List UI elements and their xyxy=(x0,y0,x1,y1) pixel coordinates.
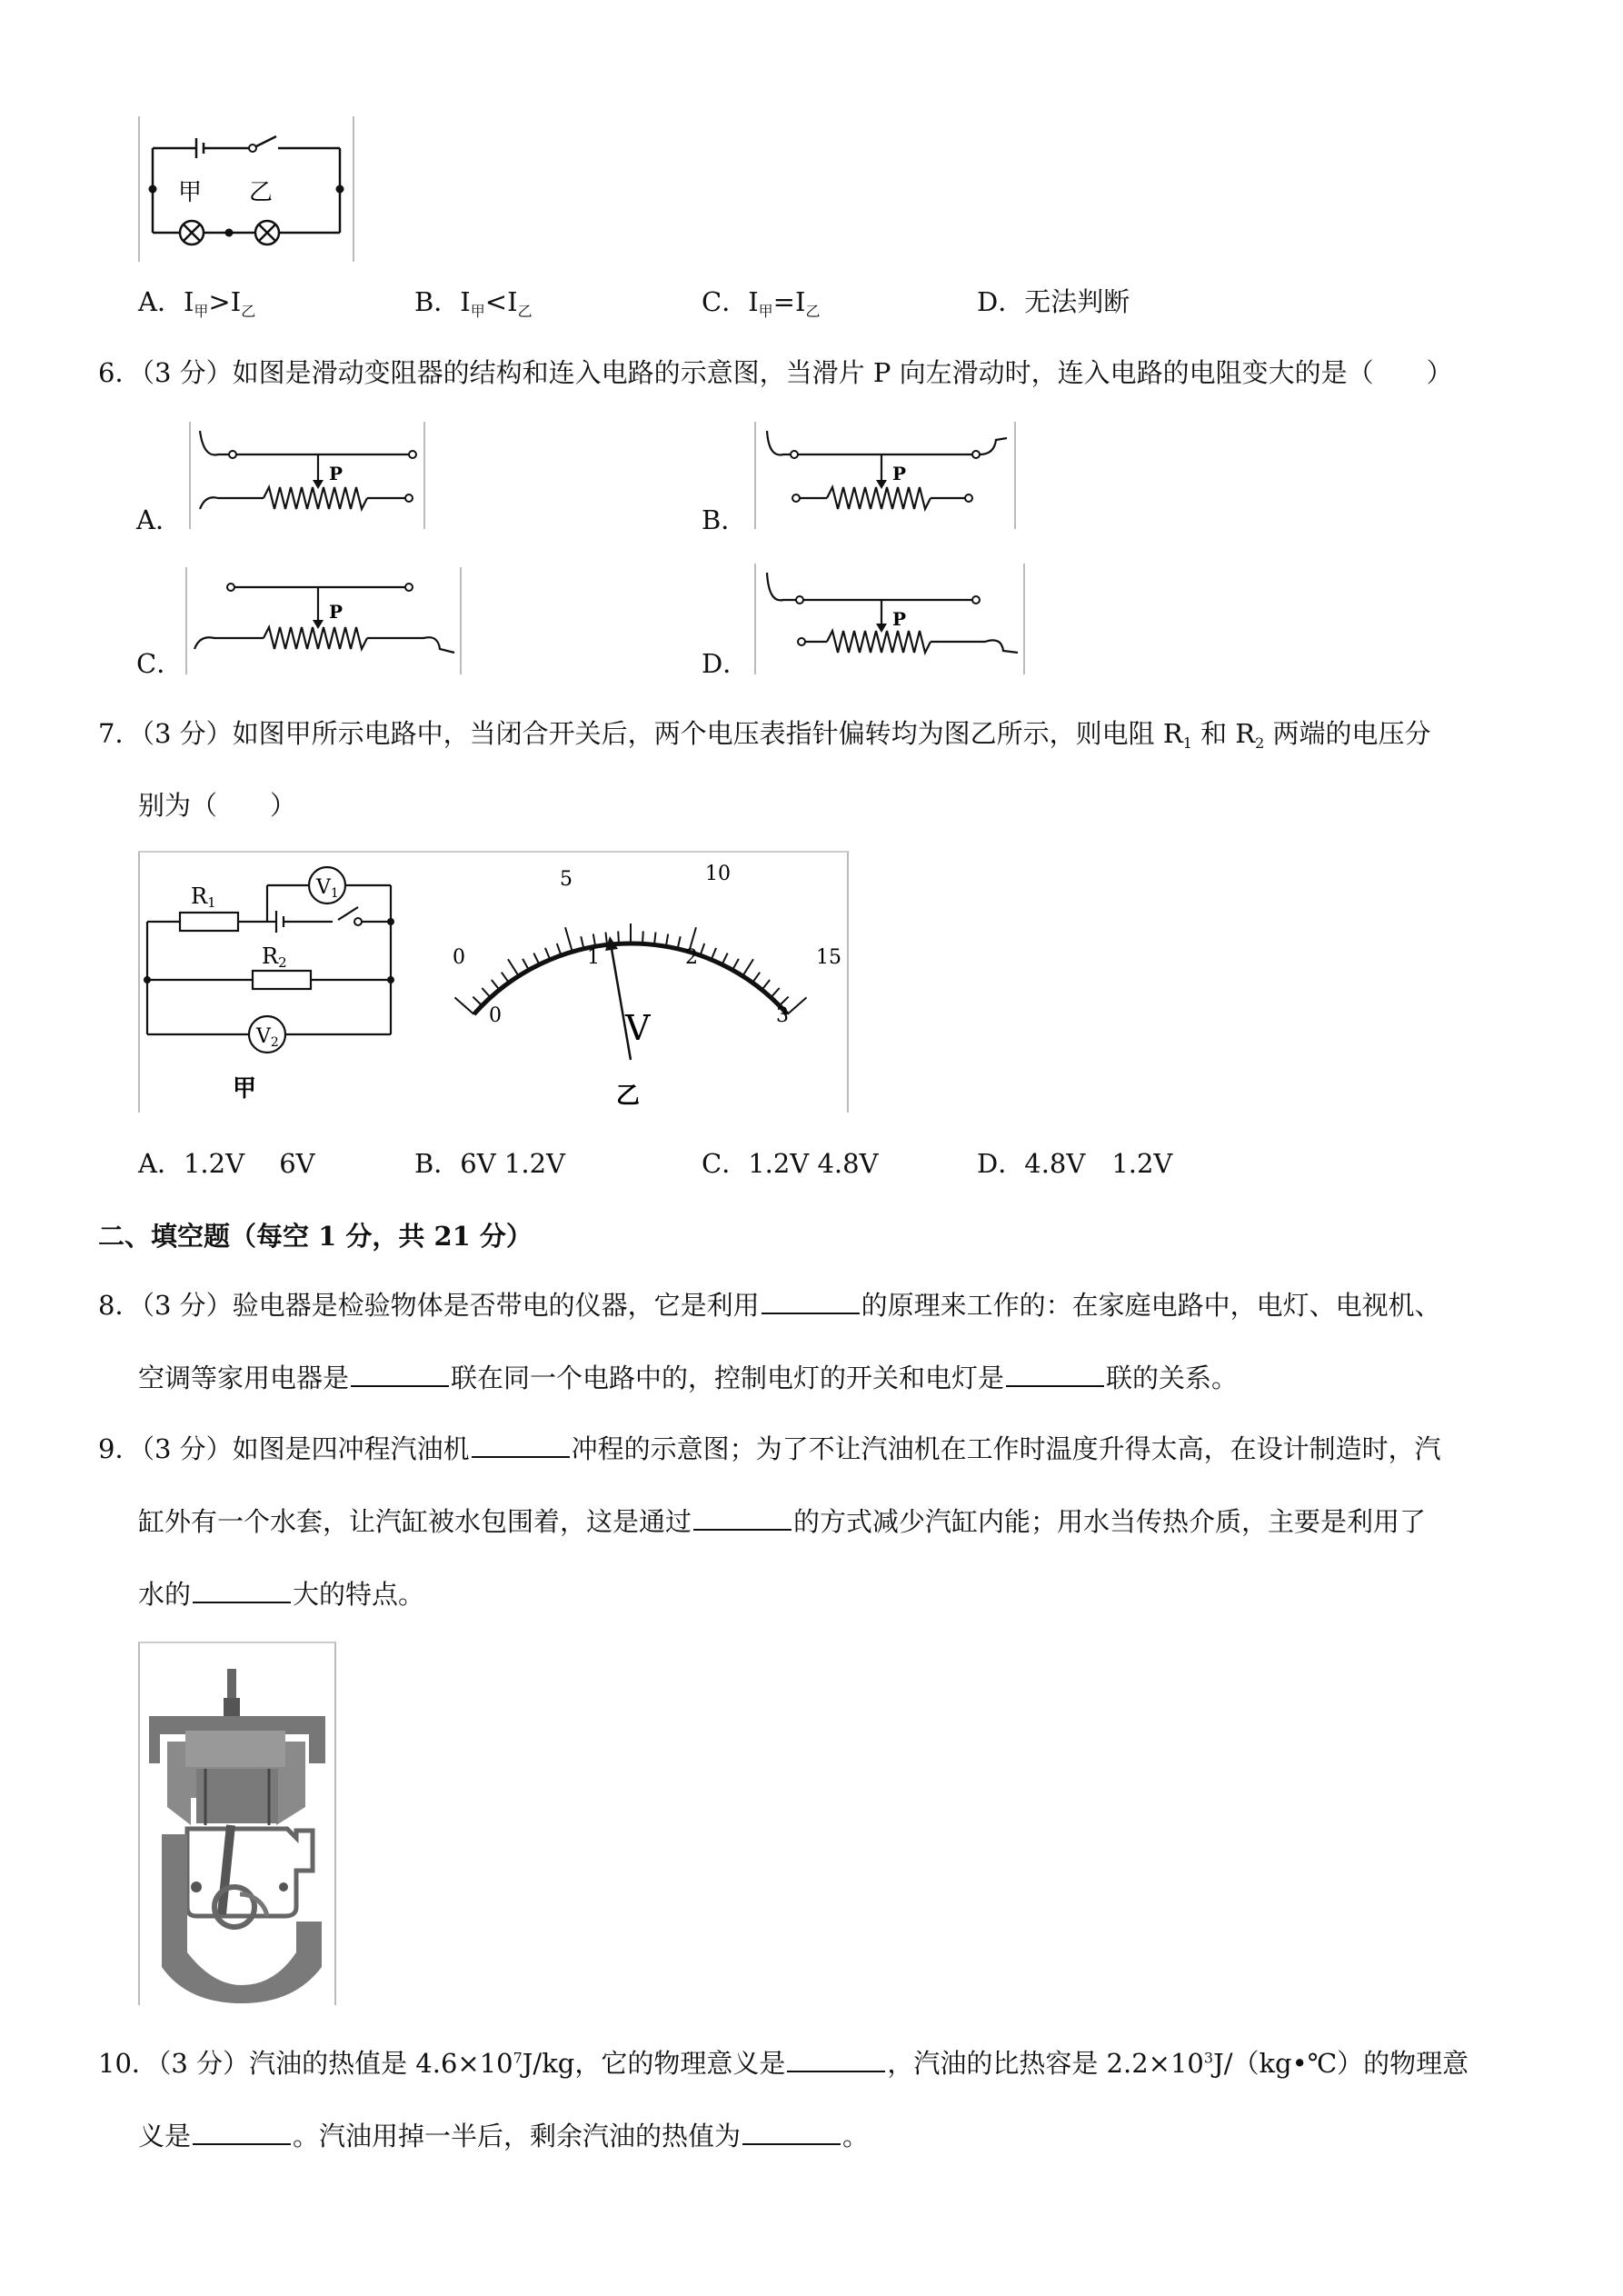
q6-option-c-label: C． xyxy=(136,648,184,679)
q6-rheostat-b-diagram xyxy=(756,422,1014,529)
q7-dial-tick xyxy=(557,943,562,955)
q8-line1 xyxy=(98,1290,1441,1321)
q8-text-d: 联在同一个电路中的，控制电灯的开关和电灯是 xyxy=(451,1363,1005,1393)
q6-c-slider-label: P xyxy=(329,601,344,623)
q7-v1-label: V1 xyxy=(316,876,339,901)
q5-option-c-sub1: 甲 xyxy=(758,303,773,320)
q6-rheostat-b xyxy=(754,422,1016,529)
q7-outer-label-10: 10 xyxy=(705,863,731,885)
q7-voltmeter-dial xyxy=(454,923,806,1014)
q8-blank-1[interactable] xyxy=(762,1312,860,1314)
q10-text-a: 10．（3 分）汽油的热值是 4.6×10 xyxy=(98,2048,513,2079)
q7-dial-tick xyxy=(642,931,643,943)
q7-outer-label-15: 15 xyxy=(816,946,841,969)
q10-exp-1: 7 xyxy=(513,2049,523,2067)
q7-dial-tick xyxy=(533,953,539,965)
q5-option-a-sub2: 乙 xyxy=(241,303,256,320)
q7-dial-tick xyxy=(454,997,473,1014)
q5-option-c xyxy=(702,286,821,320)
q6-b-slider-label: P xyxy=(892,463,907,484)
q6-option-a-label: A． xyxy=(136,504,182,535)
q7-inner-label-0: 0 xyxy=(489,1004,502,1027)
q10-text-g: 。 xyxy=(842,2121,870,2151)
q9-line3 xyxy=(138,1579,425,1610)
q5-option-b-text1: B．I xyxy=(414,286,471,317)
q7-r1-label: R1 xyxy=(191,883,216,911)
q10-text-e: 义是 xyxy=(138,2121,192,2151)
q5-option-a-text1: A．I xyxy=(138,286,194,317)
section2-title: 二、填空题（每空 1 分，共 21 分） xyxy=(98,1221,533,1252)
q7-dial-tick xyxy=(492,980,500,990)
q8-text-c: 空调等家用电器是 xyxy=(138,1363,350,1393)
q7-r2-label: R2 xyxy=(262,943,287,971)
q9-line2 xyxy=(138,1506,1427,1537)
q9-blank-3[interactable] xyxy=(193,1601,291,1603)
q9-line1 xyxy=(98,1433,1441,1464)
q5-circuit-figure xyxy=(138,116,354,262)
q9-text-e: 水的 xyxy=(138,1579,192,1610)
q8-text-b: 的原理来工作的：在家庭电路中，电灯、电视机、 xyxy=(861,1290,1441,1321)
q6-rheostat-d-diagram xyxy=(756,564,1023,674)
q5-option-a-rel: >I xyxy=(208,286,242,317)
q7-option-d: D．4.8V 1.2V xyxy=(977,1148,1173,1179)
q7-dial-tick xyxy=(473,997,482,1006)
q5-lamp-label-jia: 甲 xyxy=(178,179,203,206)
q6-stem: 6．（3 分）如图是滑动变阻器的结构和连入电路的示意图，当滑片 P 向左滑动时，连入电路的电阻变大的是（ ） xyxy=(98,357,1453,388)
q7-dial-arc xyxy=(473,943,787,1014)
q9-text-a: 9．（3 分）如图是四冲程汽油机 xyxy=(98,1433,470,1464)
q5-option-a-sub1: 甲 xyxy=(194,303,209,320)
q9-text-f: 大的特点。 xyxy=(293,1579,425,1610)
q7-option-b: B．6V 1.2V xyxy=(414,1148,565,1179)
q7-dial-tick xyxy=(545,948,550,960)
q7-outer-label-0: 0 xyxy=(453,946,465,969)
q7-dial-tick xyxy=(508,959,519,976)
q7-circuit-caption: 甲 xyxy=(233,1075,257,1103)
q7-option-c: C．1.2V 4.8V xyxy=(702,1148,879,1179)
q7-inner-label-1: 1 xyxy=(587,946,600,969)
q7-dial-tick xyxy=(742,959,753,976)
q7-meter-caption: 乙 xyxy=(616,1083,641,1110)
q10-text-f: 。汽油用掉一半后，剩余汽油的热值为 xyxy=(293,2121,742,2151)
q10-blank-2[interactable] xyxy=(193,2142,291,2145)
q6-option-d-label: D． xyxy=(702,648,750,679)
q7-stem-part-a: 7．（3 分）如图甲所示电路中，当闭合开关后，两个电压表指针偏转均为图乙所示，则电阻 R xyxy=(98,718,1183,749)
q8-blank-3[interactable] xyxy=(1006,1384,1104,1387)
q9-text-c: 缸外有一个水套，让汽缸被水包围着，这是通过 xyxy=(138,1506,692,1537)
q5-option-b xyxy=(414,286,533,320)
q7-dial-tick xyxy=(732,959,739,970)
q6-rheostat-a xyxy=(189,422,425,529)
q7-dial-tick xyxy=(752,973,760,983)
q7-inner-label-2: 2 xyxy=(685,946,698,969)
q5-option-c-rel: =I xyxy=(772,286,806,317)
q10-blank-1[interactable] xyxy=(787,2070,885,2072)
q9-blank-1[interactable] xyxy=(472,1455,570,1458)
q10-text-b: J/kg，它的物理意义是 xyxy=(522,2048,786,2079)
q5-circuit-diagram xyxy=(140,116,353,262)
q7-meter-unit: V xyxy=(625,1008,651,1048)
q6-rheostat-d xyxy=(754,564,1025,674)
q6-option-b-label: B． xyxy=(702,504,748,535)
q7-stem-part-c: 两端的电压分 xyxy=(1264,718,1431,749)
q7-figure xyxy=(138,851,849,1113)
q7-dial-tick xyxy=(762,980,770,990)
q7-dial-tick xyxy=(722,953,728,965)
q8-line2 xyxy=(138,1365,1238,1392)
q8-text-e: 联的关系。 xyxy=(1106,1363,1239,1393)
q7-dial-tick xyxy=(618,931,619,943)
q7-outer-label-5: 5 xyxy=(560,868,573,891)
q5-option-d: D．无法判断 xyxy=(977,286,1130,317)
q10-text-d: J/（kg•℃）的物理意 xyxy=(1213,2048,1469,2079)
q7-dial-tick xyxy=(523,959,529,970)
q8-text-a: 8．（3 分）验电器是检验物体是否带电的仪器，它是利用 xyxy=(98,1290,760,1321)
q7-stem-line1 xyxy=(98,718,1431,752)
q5-option-b-sub2: 乙 xyxy=(517,303,533,320)
q10-line1 xyxy=(98,2048,1469,2079)
q7-dial-tick xyxy=(502,973,509,983)
q7-figure-svg xyxy=(140,853,847,1113)
q5-option-c-sub2: 乙 xyxy=(805,303,821,320)
q5-option-a xyxy=(138,286,256,320)
q10-text-c: ，汽油的比热容是 2.2×10 xyxy=(887,2048,1204,2079)
q7-dial-tick xyxy=(565,927,573,952)
q9-engine-figure xyxy=(138,1642,336,2005)
q7-stem-line2: 别为（ ） xyxy=(138,790,297,821)
q10-blank-3[interactable] xyxy=(742,2142,841,2145)
q7-stem-sub1: 1 xyxy=(1182,734,1192,752)
q6-rheostat-c-diagram xyxy=(187,567,460,674)
q7-stem-sub2: 2 xyxy=(1255,734,1265,752)
q9-blank-2[interactable] xyxy=(693,1528,792,1531)
q7-option-a: A．1.2V 6V xyxy=(138,1148,315,1179)
q6-rheostat-c xyxy=(185,567,462,674)
q6-rheostat-a-diagram xyxy=(191,422,423,529)
q7-dial-tick xyxy=(482,988,490,997)
q7-v2-label: V2 xyxy=(256,1025,279,1050)
q9-text-b: 冲程的示意图；为了不让汽油机在工作时温度升得太高，在设计制造时，汽 xyxy=(571,1433,1441,1464)
q6-a-slider-label: P xyxy=(329,463,344,484)
q10-line2 xyxy=(138,2123,869,2150)
q9-text-d: 的方式减少汽缸内能；用水当传热介质，主要是利用了 xyxy=(793,1506,1427,1537)
q5-option-c-text1: C．I xyxy=(702,286,759,317)
q6-d-slider-label: P xyxy=(892,608,907,630)
q10-exp-2: 3 xyxy=(1203,2049,1214,2067)
q8-blank-2[interactable] xyxy=(351,1384,449,1387)
q9-engine-diagram xyxy=(140,1643,334,2005)
q5-lamp-label-yi: 乙 xyxy=(249,179,274,206)
q7-dial-tick xyxy=(771,988,779,997)
q5-option-b-sub1: 甲 xyxy=(470,303,485,320)
q7-inner-label-3: 3 xyxy=(776,1004,789,1027)
q5-option-b-rel: <I xyxy=(484,286,518,317)
q7-stem-part-b: 和 R xyxy=(1191,718,1256,749)
q7-dial-tick xyxy=(788,997,807,1014)
q7-dial-tick xyxy=(712,948,716,960)
q7-dial-tick xyxy=(701,943,705,955)
